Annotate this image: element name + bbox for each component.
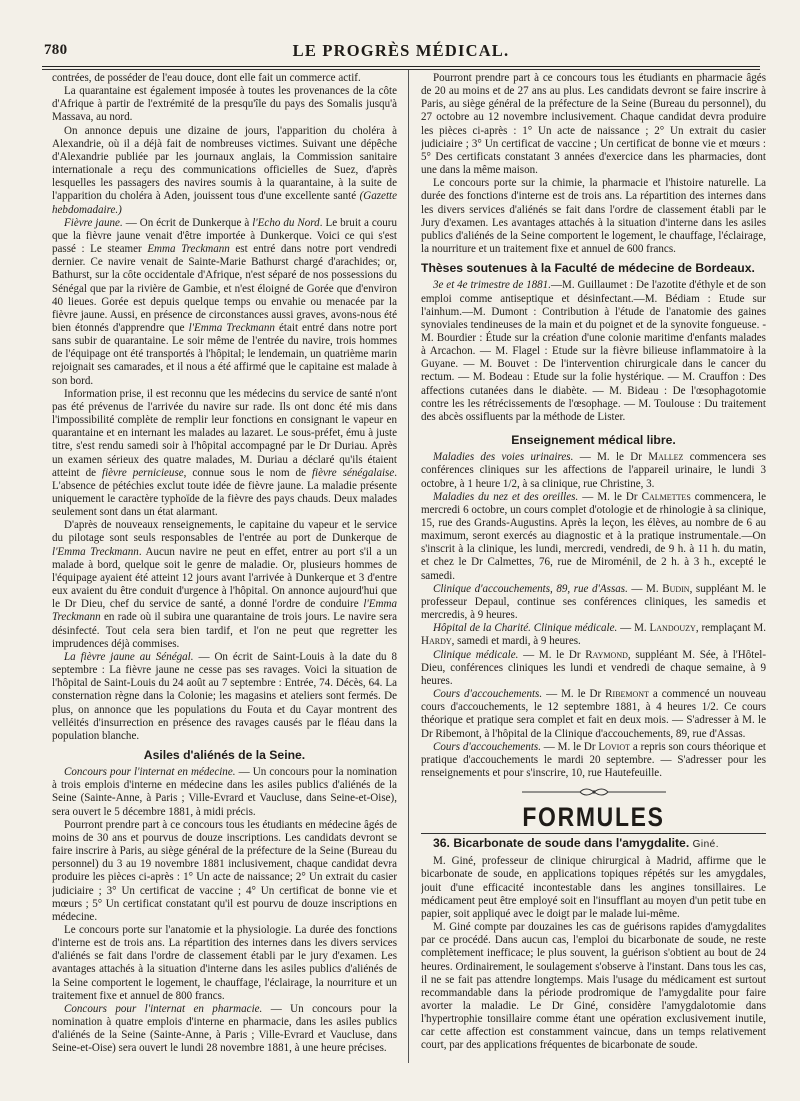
paragraph: M. Giné compte par douzaines les cas de guérisons rapides d'amygdalites par ce procédé. Dans aucun cas, l'emploi du bicarbonate de soude, ne reste complètement inefficace; le plus souvent, la guérison s'obtient au bout de 24 heures. Ordinairement, le soulagement s'observe à l'instant. Dans tous les cas, il ne se fait pas attendre longtemps. Mais l'usage du médicament est surtout recommandable dans la période prodromique de l'amygdalite pour faire avorter la maladie. Le Dr Giné, considère l'amygdalotomie dans l'hypertrophie tonsillaire comme étant une opération exclusivement inutile, car cette affection est constamment vaincue, dans un temps relativement court, par des applications fréquentes de bicarbonate de soude. [421,921,766,1052]
course-entry: Hôpital de la Charité. Clinique médicale. — M. Landouzy, remplaçant M. Hardy, samedi et mardi, à 9 heures. [421,622,766,648]
news-lead: Fièvre jaune. [64,216,123,229]
news-lead: Concours pour l'internat en pharmacie. [64,1002,263,1015]
paragraph: Pourront prendre part à ce concours tous les étudiants en médecine âgés de moins de 30 ans et pourvus de douze inscriptions. Les candidats devront se faire inscrire à Paris, au siège général de la préfecture de la Seine (Bureau du personnel) du 3 au 19 novembre 1881 inclusivement, chaque candidat devra produire les pièces ci-après : 1° Un acte de naissance; 2° Un extrait du casier judiciaire ; 3° Un certificat de vaccine ; 4° Un certificat de bonne vie et mœurs ; 5° Un certificat constatant qu'il est pourvu de douze inscriptions en médecine. [52,818,397,923]
paragraph: contrées, de posséder de l'eau douce, dont elle fait un commerce actif. [52,72,361,84]
paragraph: La quarantaine est également imposée à toutes les provenances de la côte d'Afrique à partir de l'extrémité de la presqu'île du pays des Somalis jusqu'à Massava, au nord. [52,85,397,124]
left-column [52,72,397,1071]
right-column [421,72,766,1071]
column-divider [408,70,409,1063]
paragraph: Le concours porte sur la chimie, la pharmacie et l'histoire naturelle. La durée des fonctions d'interne est de trois ans. La répartition des internes dans les divers services d'aliénés se fait dans l'ordre de classement établi par le Jury d'examen. Les avantages attachés à la situation d'interne dans les asiles publics d'aliénés de la Seine comportent le logement, le chauffage, l'éclairage, la nourriture et un traitement fixe et annuel de 600 francs. [421,177,766,256]
source-citation: (Gazette hebdomadaire.) [52,190,397,216]
header-rule-thin [42,69,760,70]
section-heading: Thèses soutenues à la Faculté de médecine de Bordeaux. [421,261,755,276]
course-entry: Cours d'accouchements. — M. le Dr Ribemont a commencé un nouveau cours d'accouchements, le 12 septembre 1881, à 4 heures 1/2. Ce cours théorique et pratique sera complet et fait en deux mois. — S'adresser à M. le Dr Ribemont, à l'hôpital de la Clinique d'accouchements, 89, rue d'Assas. [421,688,766,740]
paragraph: Pourront prendre part à ce concours tous les étudiants en pharmacie âgés de 20 au moins et de 27 ans au plus. Les candidats devront se faire inscrire à Paris, au siège général de la préfecture de la Seine (Bureau du personnel), du 27 octobre au 12 novembre inclusivement. Chaque candidat devra produire les pièces ci-après : 1° Un acte de naissance ; 2° Un extrait du casier judiciaire ; 3° Un certificat de vaccine ; Un certificat de bonne vie et mœurs : 5° Des certificats constatant 3 années d'exercice dans les pharmacies, dont une dans la même maison. [421,72,766,177]
paragraph: Le concours porte sur l'anatomie et la physiologie. La durée des fonctions d'interne est de trois ans. La répartition des internes dans les divers services d'aliénés se fait dans l'ordre de classement établi par le jury d'examen. Les avantages attachés à la situation d'interne dans les asiles publics d'aliénés de la Seine comportent le logement, le chauffage, l'éclairage, la nourriture et un traitement fixe et annuel de 800 francs. [52,924,397,1002]
section-heading: Enseignement médical libre. [511,433,676,448]
course-entry: Maladies du nez et des oreilles. — M. le Dr Calmettes commencera, le mercredi 6 octobre, un cours complet d'otologie et de rhinologie à sa clinique, 15, rue des Grands-Augustins. Après la leçon, les élèves, au nombre de 6 au maximum, seront exercés au diagnostic et à la pratique instrumentale.—On s'inscrit à la clinique, les lundi, mercredi, vendredi, de 9 h. à 11 h. du matin, et chez le Dr Calmettes, 76, rue de Miroménil, de 2 h. à 3 h., excepté le samedi. [421,490,766,582]
course-entry: Maladies des voies urinaires. — M. le Dr Mallez commencera ses conférences cliniques sur les affections de l'appareil urinaire, le lundi 3 octobre, à 1 heure 1/2, à sa clinique, rue Christine, 3. [421,451,766,490]
paragraph: La fièvre jaune au Sénégal. — On écrit de Saint-Louis à la date du 8 septembre : La fièvre jaune ne cesse pas ses ravages. Voici la situation de l'hôpital de Saint-Louis du 24 août au 7 septembre : Entrée, 74. Décès, 64. La consternation règne dans la Colonie; les magasins et ateliers sont fermés. De plus, on annonce que les populations du Fouta et du Cayar montrent des velléités d'insurrection en présence des ravages causés par le fléau dans la population blanche. [52,650,397,742]
ornament-divider-icon [421,785,766,801]
formules-rule [421,833,766,834]
course-entry: Cours d'accouchements. — M. le Dr Loviot a repris son cours théorique et pratique d'accouchements le mardi 20 septembre. — S'adresser pour les renseignements et pour s'inscrire, 10, rue Hautefeuille. [421,740,766,779]
formula-heading: 36. Bicarbonate de soude dans l'amygdalite. Giné. [433,836,720,851]
news-lead: La fièvre jaune au Sénégal. [64,650,194,663]
paragraph: Concours pour l'internat en médecine. — Un concours pour la nomination à trois emplois d'interne en médecine dans les asiles publics d'aliénés de la Seine (Sainte-Anne, à Paris ; Ville-Evrard et Vaucluse, dans Seine-et-Oise), sera ouvert le 5 décembre 1881, à midi précis. [52,766,397,818]
paragraph: Information prise, il est reconnu que les médecins du service de santé n'ont pas été prévenus de l'arrivée du navire sur rade. Ils ont donc été mis dans l'impossibilité complète de remplir leur fonctions en consignant le vapeur en quarantaine et en internant les malades au lazaret. Le sous-préfet, ému à juste titre, s'est rendu samedi soir à l'hôpital accompagné par le Dr Duriau. Après un examen sérieux des quatre malades, M. Duriau a déclaré qu'ils étaient atteint de fièvre pernicieuse, connue sous le nom de fièvre sénégalaise. L'absence de pétéchies exclut toute idée de fièvre jaune. La maladie présente uniquement le caractère typhoïde de la fièvre des pays chauds. Deux malades seulement sont dans un état alarmant. [52,387,397,519]
paragraph: M. Giné, professeur de clinique chirurgical à Madrid, affirme que le bicarbonate de soude, en applications topiques répétés sur les amygdales, jouit d'une efficacité incontestable dans les angines tonsillaires. Le médicament peut être employé soit en l'insufflant au moyen d'un petit tube en papier, soit appliqué avec le doigt par le malade lui-même. [421,855,766,920]
news-lead: Concours pour l'internat en médecine. [64,766,236,779]
journal-title: LE PROGRÈS MÉDICAL. [292,41,510,60]
section-heading: Asiles d'aliénés de la Seine. [143,747,306,762]
course-entry: Clinique médicale. — M. le Dr Raymond, suppléant M. Sée, à l'Hôtel-Dieu, conférences cliniques les lundi et vendredi de chaque semaine, à 9 heures. [421,648,766,687]
header-rule [42,66,760,67]
course-entry: Clinique d'accouchements, 89, rue d'Assas. — M. Budin, suppléant M. le professeur Depaul, continue ses conférences cliniques, les samedis et mercredis, à 9 heures. [421,582,766,622]
paragraph: Concours pour l'internat en pharmacie. — Un concours pour la nomination à quatre emplois d'interne en pharmacie, dans les asiles publics d'aliénés de la Seine (Sainte-Anne, à Paris ; Ville-Evrard et Vaucluse, dans Seine-et-Oise) sera ouvert le lundi 28 novembre 1881, à une heure précises. [52,1002,397,1055]
formules-title: FORMULES [522,802,665,833]
page-header [42,40,760,68]
paragraph: 3e et 4e trimestre de 1881.—M. Guillaumet : De l'azotite d'éthyle et de son emploi comme antiseptique et désinfectant.—M. Bédiam : Etude sur l'ainhum.—M. Dumont : Contribution à l'étude de l'anatomie des gaines synoviales tendineuses de la main et du poignet et de la synovite fongueuse. - M. Bourdier : Étude sur la création d'une colonie maritime d'enfants malades à Arcachon. — M. Flagel : Etude sur la fièvre bilieuse inflammatoire à la Guyane. — M. Bouvet : De l'intervention chirurgicale dans le cancer du rectum. — M. Bodeau : Etude sur la folie hystérique. — M. Crauffon : Des affections cutanées dans le diabète. — M. Bideau : De l'œsophagotomie contre les les rétrécissements de l'œsophage. — M. Toulouse : Du traitement des abcès ossifluents par la méthode de Lister. [421,279,766,423]
page-number: 780 [44,42,68,58]
paragraph: On annonce depuis une dizaine de jours, l'apparition du choléra à Alexandrie, où il a déjà fait de nombreuses victimes. Suivant une dépêche d'Alexandrie publiée par les journaux anglais, la Commission sanitaire internationale a reçu des communications officielles de Suez, d'après lesquelles les passagers des navires soumis à la quarantaine, à la suite de l'apparition du choléra à Aden, jouissent tous d'une excellente santé (Gazette hebdomadaire.) [52,124,397,216]
paragraph: D'après de nouveaux renseignements, le capitaine du vapeur et le service du pilotage sont seuls responsables de l'entrée au port de Dunkerque de l'Emma Treckmann. Aucun navire ne peut en effet, entrer au port s'il a un malade à bord, quelque soit le genre de maladie. Or, plusieurs hommes de l'équipage ayaient été atteint 12 jours avant l'arrivée à Dunkerque et 3 d'entre eux avaient du être conduit d'urgence à l'hôpital. On annonce aujourd'hui que le Dr Dieu, chef du service de santé, a donné l'ordre de conduire l'Emma Treckmann en rade où il subira une quarantaine de trois jours. Le navire sera désinfecté. Tout cela sera bien tardif, et l'on ne peut que regretter les imprudences déjà commises. [52,519,397,650]
paragraph: Fièvre jaune. — On écrit de Dunkerque à l'Echo du Nord. Le bruit a couru que la fièvre jaune venait d'être importée à Dunkerque. Voici ce qui s'est passé : Le steamer Emma Treckmann est entré dans notre port vendredi dernier. Ce navire venait de Sainte-Marie Bathurst chargé d'arachides; or, Bathurst, sur la côte occidentale d'Afrique, n'est séparé de nos possessions du Sénégal que par la rivière de Gambie, et n'est éloigné de Gorée que d'environ 40 lieues. Gorée est depuis quelque temps ou envahie ou menacée par la fièvre jaune. Aussi, en présence de circonstances aussi graves, avons-nous été bien étonnés d'apprendre que l'Emma Treckmann était entré dans notre port sans subir de quarantaine. Le soir même de l'entrée du navire, trois hommes de l'équipage ont été transportés à l'hôpital; le lendemain, un quatrième marin rejoignait ses camarades, et il nous a été affirmé que le capitaine est malade à son bord. [52,216,397,387]
